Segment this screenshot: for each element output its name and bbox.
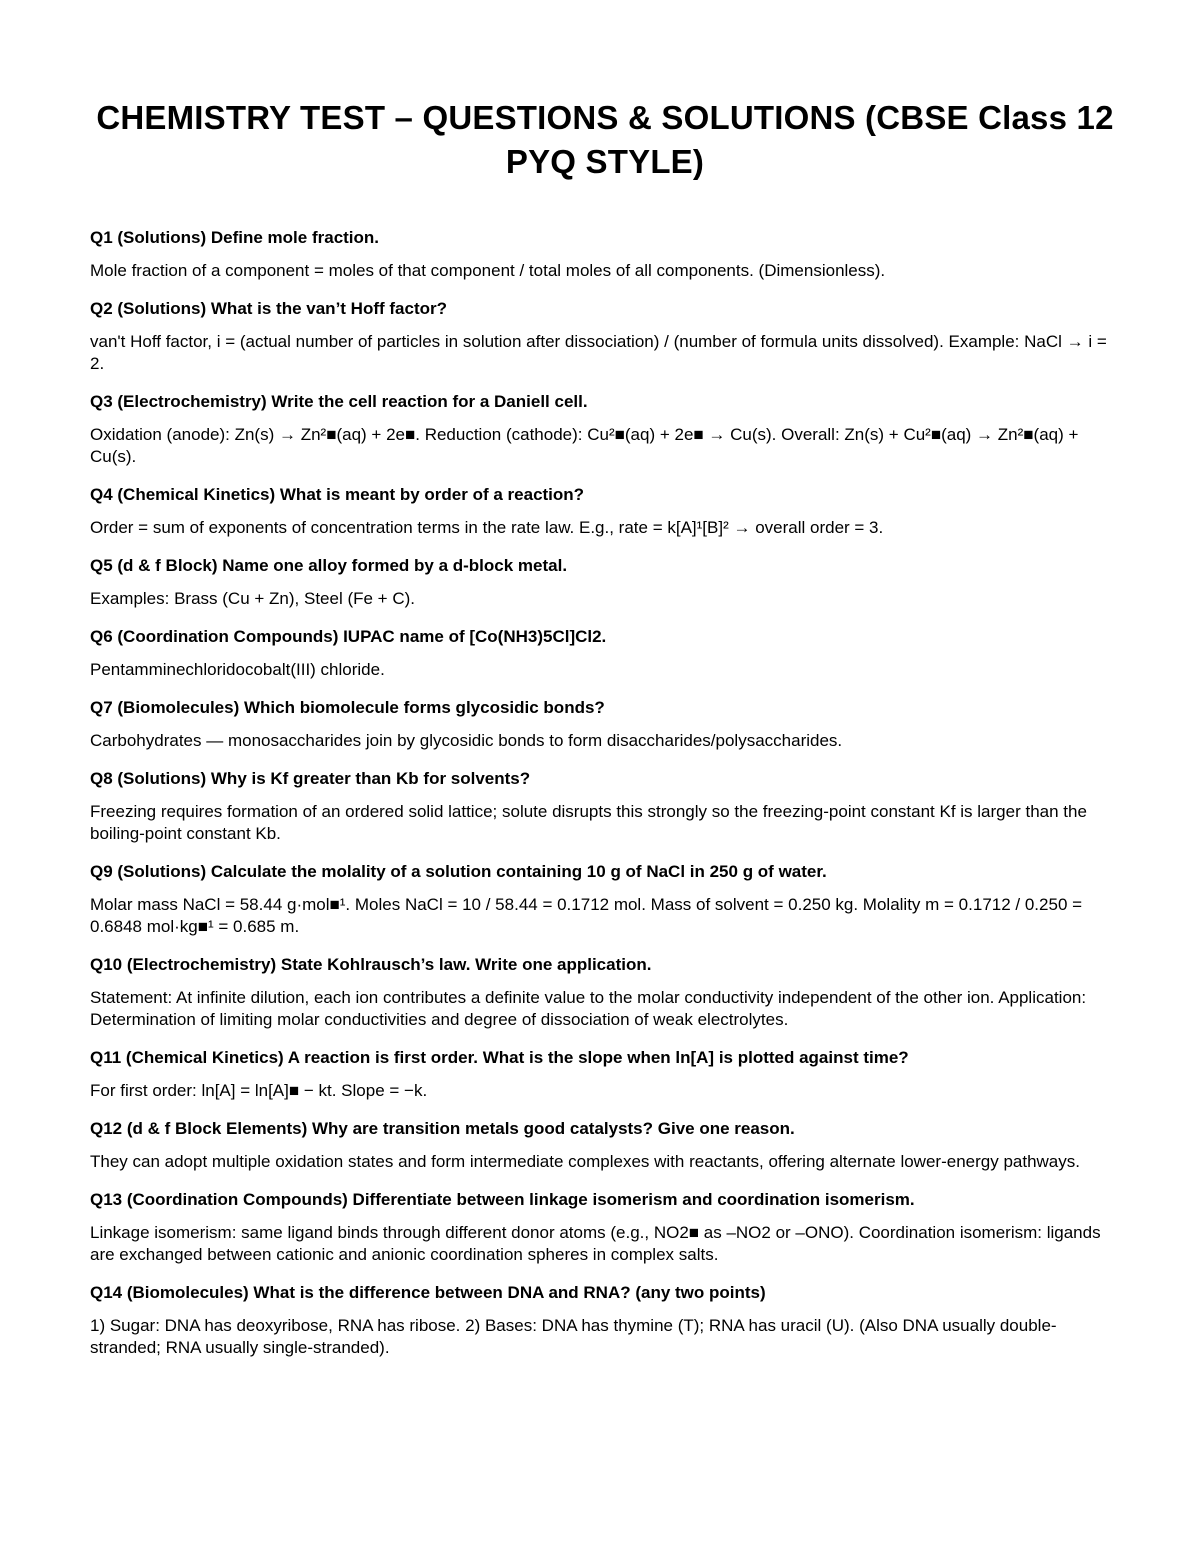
question-8: Q8 (Solutions) Why is Kf greater than Kb for solvents? bbox=[90, 769, 531, 788]
qa-item-8 bbox=[90, 768, 1120, 845]
answer-14: 1) Sugar: DNA has deoxyribose, RNA has ribose. 2) Bases: DNA has thymine (T); RNA has uracil (U). (Also DNA usually double-stranded; RNA usually single-stranded). bbox=[90, 1316, 1057, 1357]
question-10: Q10 (Electrochemistry) State Kohlrausch’s law. Write one application. bbox=[90, 955, 652, 974]
question-1: Q1 (Solutions) Define mole fraction. bbox=[90, 228, 380, 247]
question-12: Q12 (d & f Block Elements) Why are transition metals good catalysts? Give one reason. bbox=[90, 1119, 795, 1138]
qa-item-13 bbox=[90, 1189, 1120, 1266]
question-3: Q3 (Electrochemistry) Write the cell reaction for a Daniell cell. bbox=[90, 392, 588, 411]
qa-item-3 bbox=[90, 391, 1120, 468]
answer-5: Examples: Brass (Cu + Zn), Steel (Fe + C). bbox=[90, 589, 415, 608]
qa-item-14 bbox=[90, 1282, 1120, 1359]
question-9: Q9 (Solutions) Calculate the molality of a solution containing 10 g of NaCl in 250 g of water. bbox=[90, 862, 827, 881]
answer-3: Oxidation (anode): Zn(s) → Zn²■(aq) + 2e■. Reduction (cathode): Cu²■(aq) + 2e■ → Cu(s). Overall: Zn(s) + Cu²■(aq) → Zn²■(aq) + Cu(s). bbox=[90, 425, 1079, 466]
question-7: Q7 (Biomolecules) Which biomolecule forms glycosidic bonds? bbox=[90, 698, 605, 717]
qa-item-7 bbox=[90, 697, 1120, 752]
answer-7: Carbohydrates — monosaccharides join by glycosidic bonds to form disaccharides/polysaccharides. bbox=[90, 731, 843, 750]
qa-item-1 bbox=[90, 227, 1120, 282]
question-11: Q11 (Chemical Kinetics) A reaction is first order. What is the slope when ln[A] is plotted against time? bbox=[90, 1048, 909, 1067]
qa-item-4 bbox=[90, 484, 1120, 539]
question-2: Q2 (Solutions) What is the van’t Hoff factor? bbox=[90, 299, 447, 318]
answer-2: van't Hoff factor, i = (actual number of particles in solution after dissociation) / (number of formula units dissolved). Example: NaCl → i = 2. bbox=[90, 332, 1107, 373]
answer-8: Freezing requires formation of an ordered solid lattice; solute disrupts this strongly so the freezing-point constant Kf is larger than the boiling-point constant Kb. bbox=[90, 802, 1087, 843]
qa-item-12 bbox=[90, 1118, 1120, 1173]
answer-13: Linkage isomerism: same ligand binds through different donor atoms (e.g., NO2■ as –NO2 or –ONO). Coordination isomerism: ligands are exchanged between cationic and anionic coordination spheres in complex salts. bbox=[90, 1223, 1101, 1264]
question-5: Q5 (d & f Block) Name one alloy formed by a d-block metal. bbox=[90, 556, 568, 575]
qa-item-9 bbox=[90, 861, 1120, 938]
answer-10: Statement: At infinite dilution, each ion contributes a definite value to the molar conductivity independent of the other ion. Application: Determination of limiting molar conductivities and degree of dissociation of weak electrolytes. bbox=[90, 988, 1087, 1029]
answer-1: Mole fraction of a component = moles of that component / total moles of all components. (Dimensionless). bbox=[90, 261, 886, 280]
answer-6: Pentamminechloridocobalt(III) chloride. bbox=[90, 660, 385, 679]
question-6: Q6 (Coordination Compounds) IUPAC name of [Co(NH3)5Cl]Cl2. bbox=[90, 627, 607, 646]
qa-item-2 bbox=[90, 298, 1120, 375]
answer-4: Order = sum of exponents of concentration terms in the rate law. E.g., rate = k[A]¹[B]² → overall order = 3. bbox=[90, 518, 884, 537]
question-14: Q14 (Biomolecules) What is the difference between DNA and RNA? (any two points) bbox=[90, 1283, 766, 1302]
qa-item-6 bbox=[90, 626, 1120, 681]
qa-item-10 bbox=[90, 954, 1120, 1031]
answer-11: For first order: ln[A] = ln[A]■ − kt. Slope = −k. bbox=[90, 1081, 428, 1100]
question-4: Q4 (Chemical Kinetics) What is meant by order of a reaction? bbox=[90, 485, 585, 504]
question-13: Q13 (Coordination Compounds) Differentiate between linkage isomerism and coordination isomerism. bbox=[90, 1190, 915, 1209]
document-page bbox=[90, 96, 1120, 1359]
document-title: CHEMISTRY TEST – QUESTIONS & SOLUTIONS (CBSE Class 12 PYQ STYLE) bbox=[96, 99, 1114, 180]
qa-item-5 bbox=[90, 555, 1120, 610]
answer-12: They can adopt multiple oxidation states and form intermediate complexes with reactants, offering alternate lower-energy pathways. bbox=[90, 1152, 1080, 1171]
qa-item-11 bbox=[90, 1047, 1120, 1102]
answer-9: Molar mass NaCl = 58.44 g·mol■¹. Moles NaCl = 10 / 58.44 = 0.1712 mol. Mass of solvent = 0.250 kg. Molality m = 0.1712 / 0.250 = 0.6848 mol·kg■¹ = 0.685 m. bbox=[90, 895, 1083, 936]
